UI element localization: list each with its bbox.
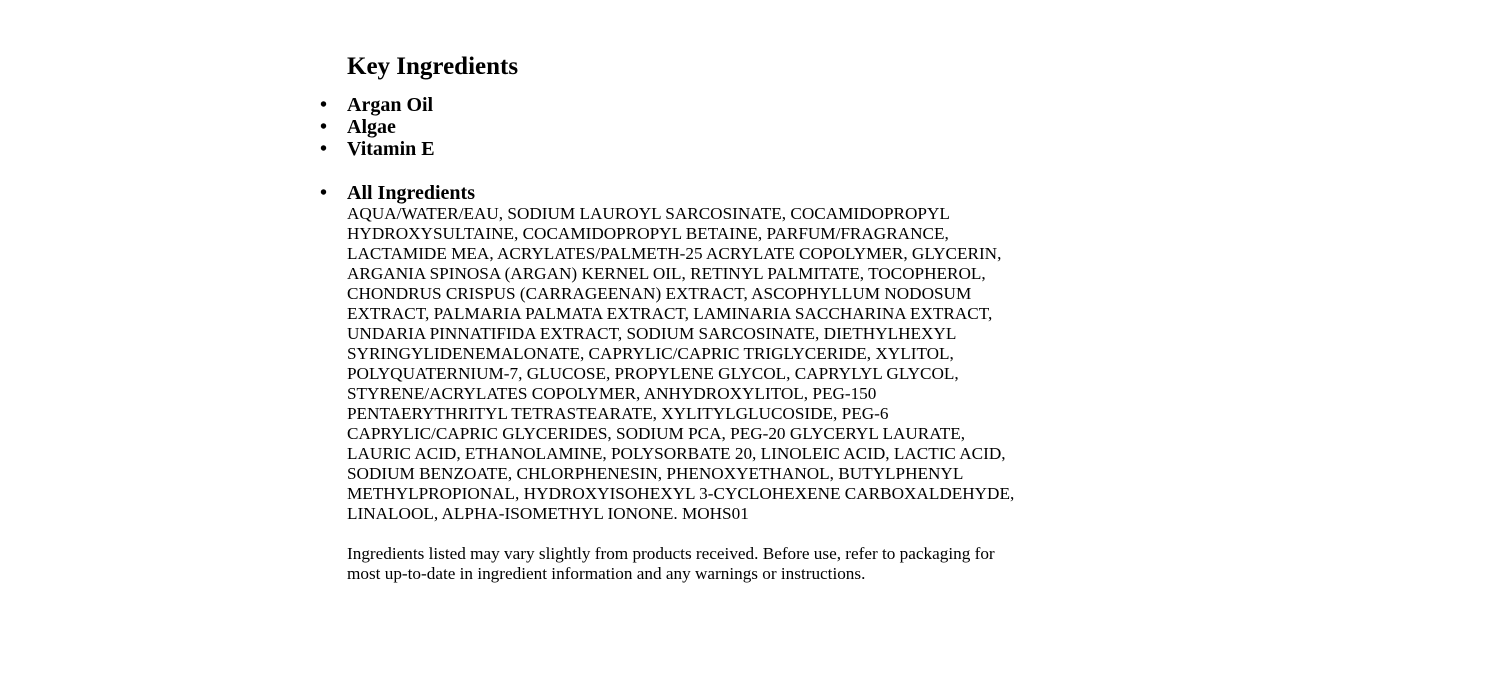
ingredient-line: LAURIC ACID, ETHANOLAMINE, POLYSORBATE 20, LINOLEIC ACID, LACTIC ACID, xyxy=(347,444,1006,463)
page-title: Key Ingredients xyxy=(347,53,519,80)
key-ingredient-label: Vitamin E xyxy=(347,138,435,160)
disclaimer-line: Ingredients listed may vary slightly from products received. Before use, refer to packaging for xyxy=(347,544,995,563)
ingredient-line: STYRENE/ACRYLATES COPOLYMER, ANHYDROXYLITOL, PEG-150 xyxy=(347,384,877,403)
ingredient-line: METHYLPROPIONAL, HYDROXYISOHEXYL 3-CYCLOHEXENE CARBOXALDEHYDE, xyxy=(347,484,1015,503)
bullet-icon: • xyxy=(320,138,328,160)
key-ingredient-label: Argan Oil xyxy=(347,94,434,116)
ingredient-line: EXTRACT, PALMARIA PALMATA EXTRACT, LAMINARIA SACCHARINA EXTRACT, xyxy=(347,304,993,323)
ingredient-line: POLYQUATERNIUM-7, GLUCOSE, PROPYLENE GLYCOL, CAPRYLYL GLYCOL, xyxy=(347,364,959,383)
ingredient-line: LACTAMIDE MEA, ACRYLATES/PALMETH-25 ACRYLATE COPOLYMER, GLYCERIN, xyxy=(347,244,1002,263)
ingredient-line: PENTAERYTHRITYL TETRASTEARATE, XYLITYLGLUCOSIDE, PEG-6 xyxy=(347,404,889,423)
ingredient-line: LINALOOL, ALPHA-ISOMETHYL IONONE. MOHS01 xyxy=(347,504,749,523)
ingredients-document xyxy=(320,50,1047,584)
disclaimer-line: most up-to-date in ingredient information and any warnings or instructions. xyxy=(347,564,866,583)
ingredient-line: SODIUM BENZOATE, CHLORPHENESIN, PHENOXYETHANOL, BUTYLPHENYL xyxy=(347,464,964,483)
bullet-icon: • xyxy=(320,94,328,116)
ingredient-line: SYRINGYLIDENEMALONATE, CAPRYLIC/CAPRIC TRIGLYCERIDE, XYLITOL, xyxy=(347,344,954,363)
key-ingredient-algae xyxy=(320,116,1047,138)
ingredient-line: AQUA/WATER/EAU, SODIUM LAUROYL SARCOSINATE, COCAMIDOPROPYL xyxy=(347,204,950,223)
ingredient-list-text xyxy=(347,204,1047,524)
key-ingredient-vitamin-e xyxy=(320,138,1047,160)
all-ingredients-title: All Ingredients xyxy=(347,182,475,204)
ingredient-line: CAPRYLIC/CAPRIC GLYCERIDES, SODIUM PCA, PEG-20 GLYCERYL LAURATE, xyxy=(347,424,966,443)
bullet-icon: • xyxy=(320,116,328,138)
key-ingredient-argan-oil xyxy=(320,94,1047,116)
ingredient-line: ARGANIA SPINOSA (ARGAN) KERNEL OIL, RETINYL PALMITATE, TOCOPHEROL, xyxy=(347,264,986,283)
key-ingredients-list xyxy=(320,94,1047,160)
ingredient-line: UNDARIA PINNATIFIDA EXTRACT, SODIUM SARCOSINATE, DIETHYLHEXYL xyxy=(347,324,957,343)
bullet-icon: • xyxy=(320,182,328,204)
ingredient-line: CHONDRUS CRISPUS (CARRAGEENAN) EXTRACT, ASCOPHYLLUM NODOSUM xyxy=(347,284,972,303)
ingredient-line: HYDROXYSULTAINE, COCAMIDOPROPYL BETAINE, PARFUM/FRAGRANCE, xyxy=(347,224,949,243)
disclaimer-paragraph xyxy=(347,544,1047,584)
key-ingredient-label: Algae xyxy=(347,116,396,138)
all-ingredients-section xyxy=(320,182,1047,524)
